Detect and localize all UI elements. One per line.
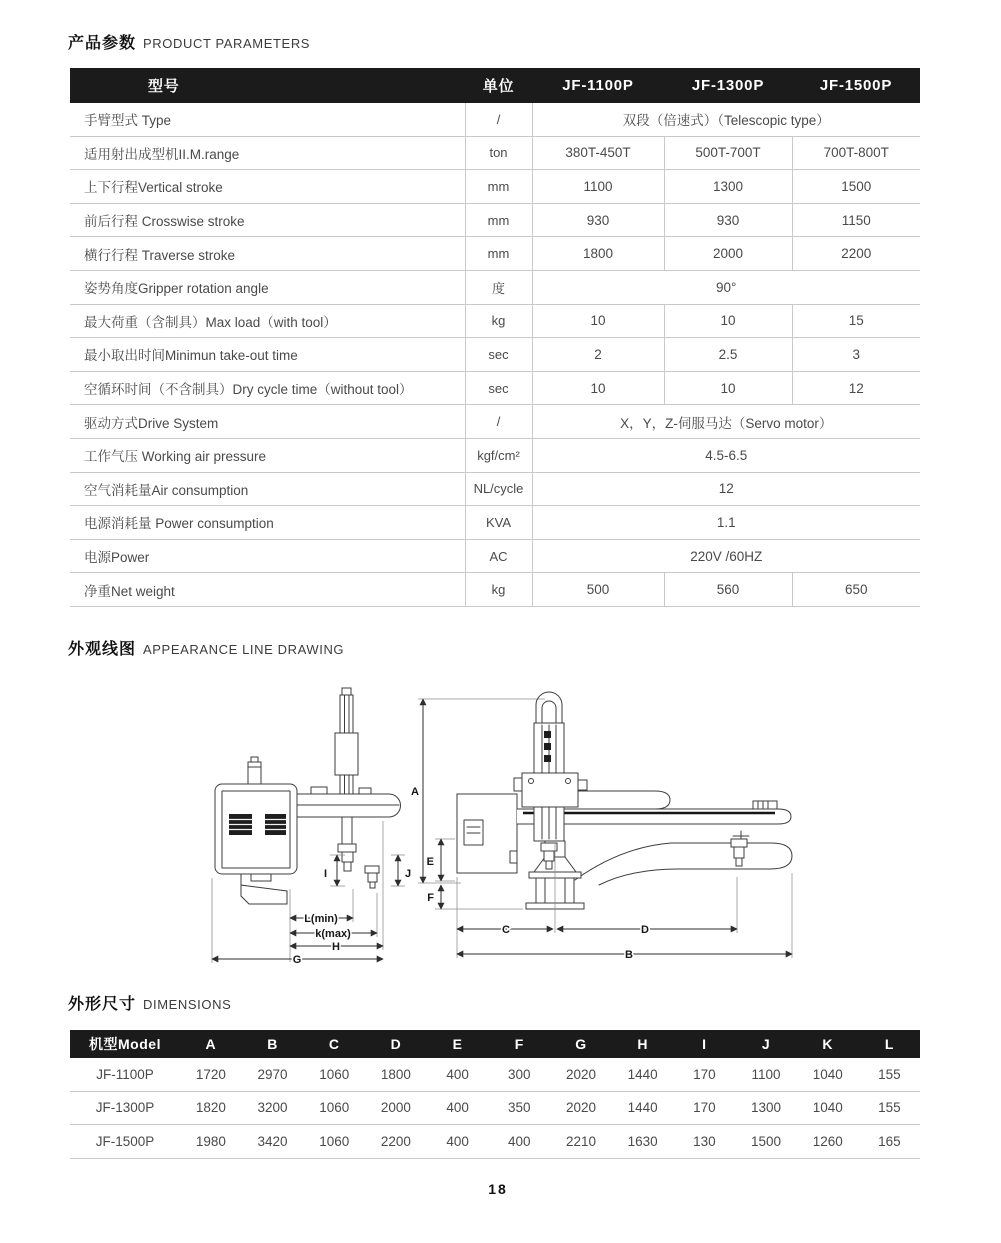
dim-value-cell: 1040 <box>797 1091 859 1125</box>
param-row <box>70 338 920 372</box>
param-value-cell: 500T-700T <box>664 136 792 170</box>
param-row <box>70 539 920 573</box>
param-value-cell: 10 <box>664 304 792 338</box>
param-label-cell: 横行行程 Traverse stroke <box>70 237 465 271</box>
param-value-cell: 1500 <box>792 170 920 204</box>
param-label-cell: 净重Net weight <box>70 573 465 607</box>
dim-model-cell: JF-1300P <box>70 1091 180 1125</box>
param-unit-cell: kgf/cm² <box>465 438 532 472</box>
dim-value-cell: 2020 <box>550 1058 612 1091</box>
param-value-cell: 10 <box>664 371 792 405</box>
param-span-value-cell: 12 <box>532 472 920 506</box>
param-row <box>70 136 920 170</box>
dim-header-cell: B <box>242 1030 304 1058</box>
param-row <box>70 573 920 607</box>
dim-value-cell: 1500 <box>735 1125 797 1159</box>
param-header-row <box>70 68 920 103</box>
param-value-cell: 2 <box>532 338 664 372</box>
param-unit-cell: KVA <box>465 506 532 540</box>
dim-value-cell: 1060 <box>303 1091 365 1125</box>
param-value-cell: 500 <box>532 573 664 607</box>
param-span-value-cell: 90° <box>532 270 920 304</box>
param-span-value-cell: 4.5-6.5 <box>532 438 920 472</box>
dim-value-cell: 155 <box>859 1058 921 1091</box>
dim-value-cell: 1630 <box>612 1125 674 1159</box>
dim-value-cell: 1060 <box>303 1125 365 1159</box>
dim-header-cell: 机型Model <box>70 1030 180 1058</box>
param-label-cell: 空循环时间（不含制具）Dry cycle time（without tool） <box>70 371 465 405</box>
param-row <box>70 237 920 271</box>
param-value-cell: 1150 <box>792 203 920 237</box>
param-value-cell: 10 <box>532 371 664 405</box>
dim-label-h: H <box>332 941 340 953</box>
param-unit-cell: kg <box>465 304 532 338</box>
param-header-unit: 单位 <box>465 68 532 103</box>
dim-value-cell: 155 <box>859 1091 921 1125</box>
dim-header-row <box>70 1030 920 1058</box>
dimensions-table <box>70 1030 920 1159</box>
param-label-cell: 工作气压 Working air pressure <box>70 438 465 472</box>
dim-value-cell: 1100 <box>735 1058 797 1091</box>
drawing-title-zh: 外观线图 <box>68 641 137 658</box>
dim-header-cell: F <box>488 1030 550 1058</box>
dim-header-cell: C <box>303 1030 365 1058</box>
dim-model-cell: JF-1500P <box>70 1125 180 1159</box>
param-unit-cell: mm <box>465 237 532 271</box>
param-label-cell: 上下行程Vertical stroke <box>70 170 465 204</box>
drawing-title-en: APPEARANCE LINE DRAWING <box>143 642 345 657</box>
dim-value-cell: 165 <box>859 1125 921 1159</box>
param-row <box>70 103 920 136</box>
parameters-title-zh: 产品参数 <box>68 35 137 52</box>
param-unit-cell: kg <box>465 573 532 607</box>
dim-label-a: A <box>411 786 419 798</box>
param-unit-cell: AC <box>465 539 532 573</box>
dim-header-cell: D <box>365 1030 427 1058</box>
dim-value-cell: 1720 <box>180 1058 242 1091</box>
param-unit-cell: sec <box>465 338 532 372</box>
param-value-cell: 10 <box>532 304 664 338</box>
dim-label-i: I <box>323 868 327 880</box>
param-header-jf1100p: JF-1100P <box>532 68 664 103</box>
param-row <box>70 438 920 472</box>
param-header-model: 型号 <box>70 68 465 103</box>
param-value-cell: 650 <box>792 573 920 607</box>
dimensions-title-zh: 外形尺寸 <box>68 996 137 1013</box>
dim-value-cell: 1980 <box>180 1125 242 1159</box>
param-value-cell: 380T-450T <box>532 136 664 170</box>
dim-value-cell: 1060 <box>303 1058 365 1091</box>
param-value-cell: 930 <box>664 203 792 237</box>
param-unit-cell: mm <box>465 203 532 237</box>
dim-header-cell: I <box>674 1030 736 1058</box>
param-value-cell: 2.5 <box>664 338 792 372</box>
param-label-cell: 姿势角度Gripper rotation angle <box>70 270 465 304</box>
dim-value-cell: 3200 <box>242 1091 304 1125</box>
param-unit-cell: / <box>465 405 532 439</box>
dim-label-e: E <box>426 856 434 868</box>
param-label-cell: 最大荷重（含制具）Max load（with tool） <box>70 304 465 338</box>
appearance-line-drawing <box>193 681 833 976</box>
product-parameters-table <box>70 68 920 607</box>
dim-value-cell: 400 <box>427 1091 489 1125</box>
dim-label-f: F <box>427 892 434 904</box>
dim-value-cell: 2210 <box>550 1125 612 1159</box>
param-unit-cell: mm <box>465 170 532 204</box>
dim-value-cell: 170 <box>674 1091 736 1125</box>
param-row <box>70 506 920 540</box>
dim-header-cell: L <box>859 1030 921 1058</box>
dim-value-cell: 2020 <box>550 1091 612 1125</box>
param-row <box>70 405 920 439</box>
dim-label-b: B <box>625 949 633 961</box>
param-unit-cell: ton <box>465 136 532 170</box>
param-row <box>70 203 920 237</box>
dim-header-cell: H <box>612 1030 674 1058</box>
param-value-cell: 12 <box>792 371 920 405</box>
dim-value-cell: 1440 <box>612 1058 674 1091</box>
dim-label-l-min: L(min) <box>304 913 338 925</box>
dim-value-cell: 170 <box>674 1058 736 1091</box>
param-value-cell: 560 <box>664 573 792 607</box>
dim-value-cell: 1300 <box>735 1091 797 1125</box>
param-value-cell: 700T-800T <box>792 136 920 170</box>
dim-header-cell: E <box>427 1030 489 1058</box>
param-label-cell: 驱动方式Drive System <box>70 405 465 439</box>
param-row <box>70 472 920 506</box>
dim-header-cell: G <box>550 1030 612 1058</box>
side-view-drawing <box>212 688 411 966</box>
dim-label-d: D <box>641 924 649 936</box>
param-value-cell: 1100 <box>532 170 664 204</box>
param-value-cell: 930 <box>532 203 664 237</box>
param-value-cell: 2200 <box>792 237 920 271</box>
section-title-parameters <box>68 30 310 53</box>
param-label-cell: 空气消耗量Air consumption <box>70 472 465 506</box>
param-label-cell: 最小取出时间Minimun take-out time <box>70 338 465 372</box>
section-title-dimensions <box>68 991 231 1014</box>
param-span-value-cell: 1.1 <box>532 506 920 540</box>
dim-label-g: G <box>292 954 302 966</box>
dim-value-cell: 1820 <box>180 1091 242 1125</box>
param-label-cell: 适用射出成型机II.M.range <box>70 136 465 170</box>
param-value-cell: 15 <box>792 304 920 338</box>
dim-header-cell: A <box>180 1030 242 1058</box>
parameters-title-en: PRODUCT PARAMETERS <box>143 36 311 51</box>
dim-row <box>70 1125 920 1159</box>
param-header-jf1300p: JF-1300P <box>664 68 792 103</box>
front-view-drawing <box>411 692 792 961</box>
param-label-cell: 电源消耗量 Power consumption <box>70 506 465 540</box>
param-label-cell: 电源Power <box>70 539 465 573</box>
dim-value-cell: 2970 <box>242 1058 304 1091</box>
dim-header-cell: J <box>735 1030 797 1058</box>
dim-row <box>70 1058 920 1091</box>
dim-row <box>70 1091 920 1125</box>
dim-label-j: J <box>405 868 412 880</box>
dim-value-cell: 400 <box>488 1125 550 1159</box>
param-value-cell: 3 <box>792 338 920 372</box>
dim-value-cell: 350 <box>488 1091 550 1125</box>
param-row <box>70 170 920 204</box>
param-value-cell: 1300 <box>664 170 792 204</box>
dim-value-cell: 1800 <box>365 1058 427 1091</box>
param-header-jf1500p: JF-1500P <box>792 68 920 103</box>
param-value-cell: 1800 <box>532 237 664 271</box>
param-unit-cell: NL/cycle <box>465 472 532 506</box>
dim-value-cell: 1040 <box>797 1058 859 1091</box>
param-row <box>70 270 920 304</box>
param-unit-cell: 度 <box>465 270 532 304</box>
param-row <box>70 304 920 338</box>
param-unit-cell: sec <box>465 371 532 405</box>
param-label-cell: 前后行程 Crosswise stroke <box>70 203 465 237</box>
param-value-cell: 2000 <box>664 237 792 271</box>
dim-value-cell: 1440 <box>612 1091 674 1125</box>
param-row <box>70 371 920 405</box>
dim-value-cell: 130 <box>674 1125 736 1159</box>
dim-value-cell: 400 <box>427 1125 489 1159</box>
dim-header-cell: K <box>797 1030 859 1058</box>
param-unit-cell: / <box>465 103 532 136</box>
dim-value-cell: 300 <box>488 1058 550 1091</box>
dim-value-cell: 2200 <box>365 1125 427 1159</box>
param-label-cell: 手臂型式 Type <box>70 103 465 136</box>
dim-value-cell: 3420 <box>242 1125 304 1159</box>
dim-label-k-max: k(max) <box>315 928 351 940</box>
dim-model-cell: JF-1100P <box>70 1058 180 1091</box>
section-title-drawing <box>68 636 344 659</box>
dim-label-c: C <box>502 924 510 936</box>
dim-value-cell: 400 <box>427 1058 489 1091</box>
param-span-value-cell: 220V /60HZ <box>532 539 920 573</box>
param-span-value-cell: X，Y，Z-伺服马达（Servo motor） <box>532 405 920 439</box>
page-number: 18 <box>488 1181 508 1197</box>
param-span-value-cell: 双段（倍速式）（Telescopic type） <box>532 103 920 136</box>
dimensions-title-en: DIMENSIONS <box>143 997 232 1012</box>
dim-value-cell: 2000 <box>365 1091 427 1125</box>
dim-value-cell: 1260 <box>797 1125 859 1159</box>
